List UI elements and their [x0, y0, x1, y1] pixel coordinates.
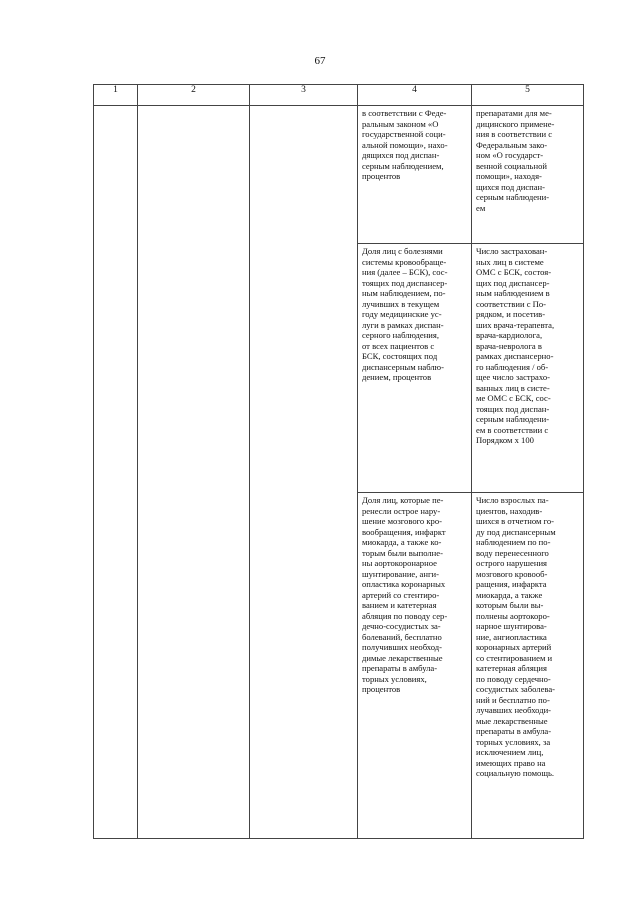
cell-text-line: со стентированием и	[476, 652, 553, 663]
cell-text-line: получивших необход-	[362, 642, 443, 652]
cell-text-line: Доля лиц с болезнями	[362, 246, 443, 256]
cell-text-line: ния (далее – БСК), сос-	[362, 267, 448, 277]
cell-text-line: ванием и катетерная	[362, 600, 437, 610]
cell-col-1	[94, 106, 138, 839]
cell-text-line: году медицинские ус-	[362, 309, 442, 319]
cell-text-line: миокарда, а также	[476, 589, 543, 600]
cell-text-line: ОМС с БСК, состоя-	[476, 267, 552, 277]
cell-text-line: катетерная абляция	[476, 663, 547, 673]
indicator-cell	[358, 493, 472, 839]
cell-text-line: Федеральным зако-	[476, 139, 548, 150]
cell-text-line: исключением лиц,	[476, 747, 544, 757]
cell-text-line: препаратами для ме-	[476, 108, 552, 118]
cell-text-line: ным наблюдением в	[476, 288, 550, 298]
cell-text-line: шение мозгового кро-	[362, 516, 443, 526]
cell-col-2	[138, 106, 250, 839]
cell-text-line: ем	[476, 202, 486, 213]
cell-text-line: миокарда, а также ко-	[362, 537, 442, 547]
formula-cell	[472, 244, 584, 493]
cell-text-line: ренесли острое нару-	[362, 505, 441, 516]
cell-text-line: серным наблюдением,	[362, 160, 444, 171]
cell-text-line: ние, ангиопластика	[476, 631, 547, 642]
formula-cell	[472, 106, 584, 244]
cell-text-line: государственной соци-	[362, 129, 446, 139]
cell-text-line: торных условиях,	[362, 673, 427, 684]
cell-text-line: ращения, инфаркта	[476, 579, 547, 589]
cell-text-line: ным наблюдением, по-	[362, 288, 446, 298]
cell-text-line: тоящих под диспан-	[476, 403, 550, 414]
cell-text-line: Доля лиц, которые пе-	[362, 495, 444, 505]
cell-text-line: по поводу сердечно-	[476, 673, 551, 684]
cell-text-line: соответствии с По-	[476, 298, 547, 309]
cell-text-line: воду перенесенного	[476, 547, 549, 558]
cell-text-line: полнены аортокоро-	[476, 610, 550, 621]
header-col-4: 4	[358, 85, 472, 106]
indicator-cell	[358, 244, 472, 493]
cell-text-line: ния в соответствии с	[476, 129, 553, 139]
cell-text-line: Число застрахован-	[476, 246, 548, 256]
cell-text-line: дицинского примене-	[476, 118, 555, 129]
cell-text-line: серного наблюдения,	[362, 330, 440, 340]
cell-text-line: венной социальной	[476, 160, 547, 171]
cell-text-line: врача-невролога в	[476, 340, 542, 351]
cell-text-line: ных лиц в системе	[476, 256, 544, 267]
cell-text-line: от всех пациентов с	[362, 340, 435, 351]
cell-text-line: рамках диспансерно-	[476, 351, 554, 361]
cell-text-line: торных условиях, за	[476, 736, 551, 747]
cell-text-line: щихся под диспан-	[476, 181, 546, 192]
cell-text-line: врача-кардиолога,	[476, 330, 543, 340]
cell-text-line: вообращения, инфаркт	[362, 526, 446, 537]
cell-text-line: процентов	[362, 684, 401, 694]
cell-text-line: мые лекарственные	[476, 715, 548, 726]
cell-text-line: альной помощи», нахо-	[362, 139, 448, 150]
cell-text-line: шихся в отчетном го-	[476, 516, 555, 526]
cell-text-line: абляция по поводу сер-	[362, 610, 448, 621]
header-col-3: 3	[250, 85, 358, 106]
cell-text-line: тоящих под диспансер-	[362, 277, 448, 288]
cell-text-line: щее число застрахо-	[476, 372, 550, 382]
cell-text-line: наблюдением по по-	[476, 537, 551, 547]
cell-text-line: ме ОМС с БСК, сос-	[476, 393, 551, 403]
cell-text-line: мозгового кровооб-	[476, 568, 548, 579]
cell-text-line: луги в рамках диспан-	[362, 319, 444, 330]
cell-text-line: в соответствии с Феде-	[362, 108, 447, 118]
cell-text-line: ны аортокоронарное	[362, 558, 437, 568]
cell-text-line: димые лекарственные	[362, 652, 443, 663]
cell-text-line: диспансерным наблю-	[362, 361, 444, 372]
cell-text-line: серным наблюдени-	[476, 414, 550, 424]
cell-text-line: ших врача-терапевта,	[476, 319, 555, 330]
cell-text-line: рядком, и посетив-	[476, 309, 546, 319]
cell-text-line: опластика коронарных	[362, 579, 446, 589]
page-number: 67	[314, 55, 326, 67]
cell-text-line: артерий со стентиро-	[362, 589, 440, 600]
indicator-table	[93, 84, 584, 839]
cell-text-line: ду под диспансерным	[476, 526, 556, 537]
cell-text-line: системы кровообраще-	[362, 256, 447, 267]
indicator-cell	[358, 106, 472, 244]
cell-text-line: коронарных артерий	[476, 642, 552, 652]
cell-text-line: ний и бесплатно по-	[476, 694, 550, 705]
cell-text-line: ванных лиц в систе-	[476, 382, 550, 393]
cell-text-line: ном «О государст-	[476, 150, 544, 160]
cell-text-line: препараты в амбула-	[362, 663, 438, 673]
cell-text-line: имеющих право на	[476, 757, 546, 768]
header-col-2: 2	[138, 85, 250, 106]
cell-text-line: лучавших необходи-	[476, 705, 552, 715]
cell-text-line: препараты в амбула-	[476, 726, 552, 736]
cell-text-line: которым были вы-	[476, 600, 544, 610]
header-col-1: 1	[94, 85, 138, 106]
formula-cell	[472, 493, 584, 839]
cell-text-line: серным наблюдени-	[476, 192, 550, 202]
cell-text-line: торым были выполне-	[362, 547, 443, 558]
cell-text-line: острого нарушения	[476, 558, 548, 568]
cell-text-line: сосудистых заболева-	[476, 684, 556, 694]
table-row	[94, 106, 584, 244]
cell-text-line: шунтирование, анги-	[362, 568, 439, 579]
cell-text-line: го наблюдения / об-	[476, 361, 549, 372]
cell-text-line: дечно-сосудистых за-	[362, 621, 441, 631]
header-col-5: 5	[472, 85, 584, 106]
cell-text-line: ральным законом «О	[362, 118, 439, 129]
cell-text-line: социальную помощь.	[476, 768, 555, 778]
cell-col-3	[250, 106, 358, 839]
cell-text-line: лучивших в текущем	[362, 298, 440, 309]
cell-text-line: болеваний, бесплатно	[362, 631, 442, 642]
cell-text-line: Порядком х 100	[476, 435, 534, 445]
cell-text-line: БСК, состоящих под	[362, 351, 438, 361]
cell-text-line: помощи», находя-	[476, 171, 542, 181]
cell-text-line: ем в соответствии с	[476, 424, 549, 435]
cell-text-line: щих под диспансер-	[476, 277, 550, 288]
cell-text-line: дением, процентов	[362, 372, 432, 382]
cell-text-line: процентов	[362, 171, 401, 181]
cell-text-line: циентов, находив-	[476, 505, 543, 516]
cell-text-line: дящихся под диспан-	[362, 150, 440, 160]
cell-text-line: Число взрослых па-	[476, 495, 549, 505]
cell-text-line: нарное шунтирова-	[476, 621, 547, 631]
table-header-row	[94, 85, 584, 106]
